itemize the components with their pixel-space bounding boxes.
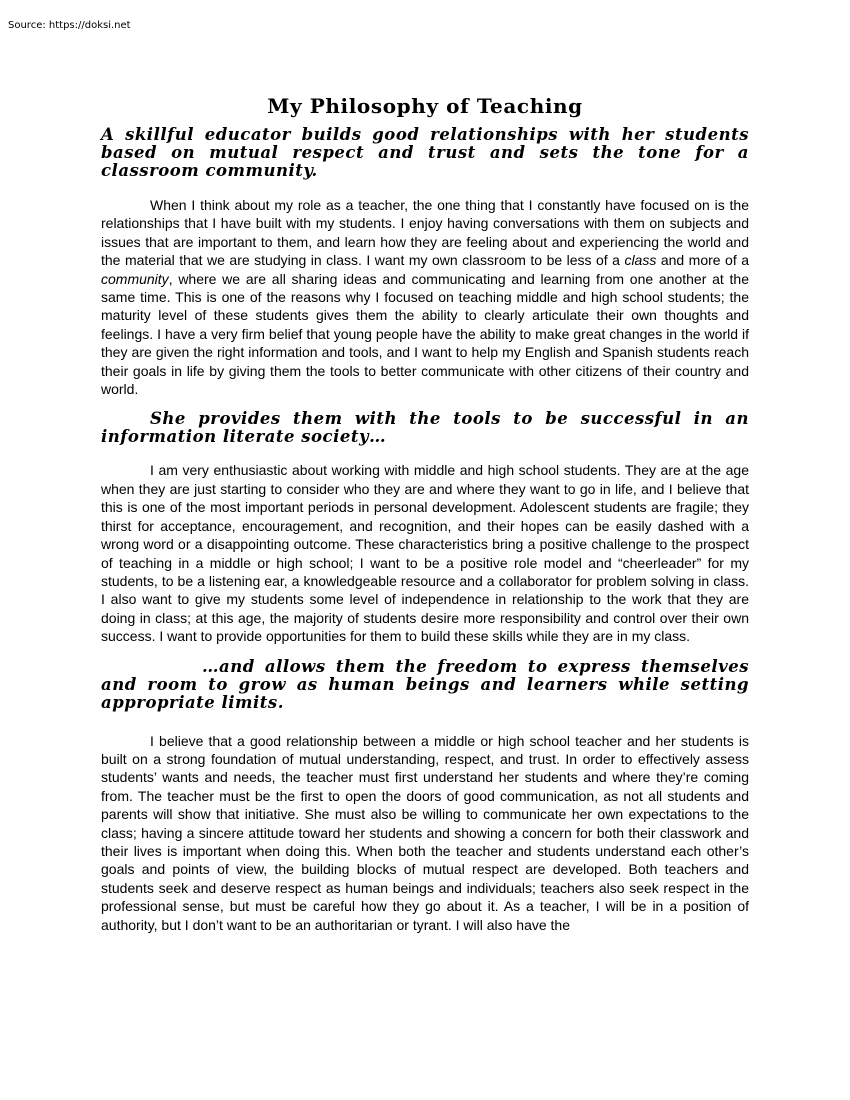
paragraph-1-text-b: and more of a [656,252,749,269]
paragraph-1-text-c: , where we are all sharing ideas and communicating and learning from one another at the same time. This is one of the reasons why I focused on teaching middle and high school students; the maturity level of these students gives them the ability to clearly articulate their own thoughts and feelings. I have a very firm belief that young people have the ability to make great changes in the world if they are given the right information and tools, and I want to help my English and Spanish students reach their goals in life by giving them the tools to better communicate with other citizens of their country and world. [101,270,749,398]
section-heading-3: …and allows them the freedom to express themselves and room to grow as human beings and learners while setting appropriate limits. [101,656,749,712]
page-title: My Philosophy of Teaching [267,94,583,118]
emphasis-class: class [624,252,657,269]
paragraph-3: I believe that a good relationship between a middle or high school teacher and her students is built on a strong foundation of mutual understanding, respect, and trust. In order to effectively assess students’ wants and needs, the teacher must first understand her students and where they’re coming from. The teacher must be the first to open the doors of good communication, as not all students and parents will show that initiative. She must also be willing to communicate her own expectations to the class; having a sincere attitude toward her students and showing a concern for both their classwork and their lives is important when doing this. When both the teacher and students understand each other’s goals and points of view, the building blocks of mutual respect are developed. Both teachers and students seek and deserve respect as human beings and individuals; teachers also seek respect in the professional sense, but must be careful how they go about it. As a teacher, I will be in a position of authority, but I don’t want to be an authoritarian or tyrant. I will also have the [101,732,749,933]
paragraph-1 [101,196,749,398]
emphasis-community: community [101,270,169,287]
document-page [101,94,749,934]
section-heading-2: She provides them with the tools to be successful in an information literate society… [101,409,749,447]
section-heading-1: A skillful educator builds good relationships with her students based on mutual respect and trust and sets the tone for a classroom community. [101,125,749,180]
paragraph-1-text-a: When I think about my role as a teacher, the one thing that I constantly have focused on is the relationships that I have built with my students. I enjoy having conversations with them on subjects and issues that are important to them, and learn how they are feeling about and experiencing the world and the material that we are studying in class. I want my own classroom to be less of a [101,197,749,269]
paragraph-2: I am very enthusiastic about working with middle and high school students. They are at the age when they are just starting to consider who they are and where they want to go in life, and I believe that this is one of the most important periods in personal development. Adolescent students are fragile; they thirst for acceptance, encouragement, and recognition, and their hopes can be easily dashed with a wrong word or a disappointing outcome. These characteristics bring a positive challenge to the prospect of teaching in a middle or high school; I want to be a positive role model and “cheerleader” for my students, to be a listening ear, a knowledgeable resource and a collaborator for problem solving in class. I also want to give my students some level of independence in relationship to the work that they are doing in class; at this age, the majority of students desire more responsibility and control over their own success. I want to provide opportunities for them to build these skills while they are in my class. [101,462,749,645]
source-label: Source: https://doksi.net [8,20,131,31]
